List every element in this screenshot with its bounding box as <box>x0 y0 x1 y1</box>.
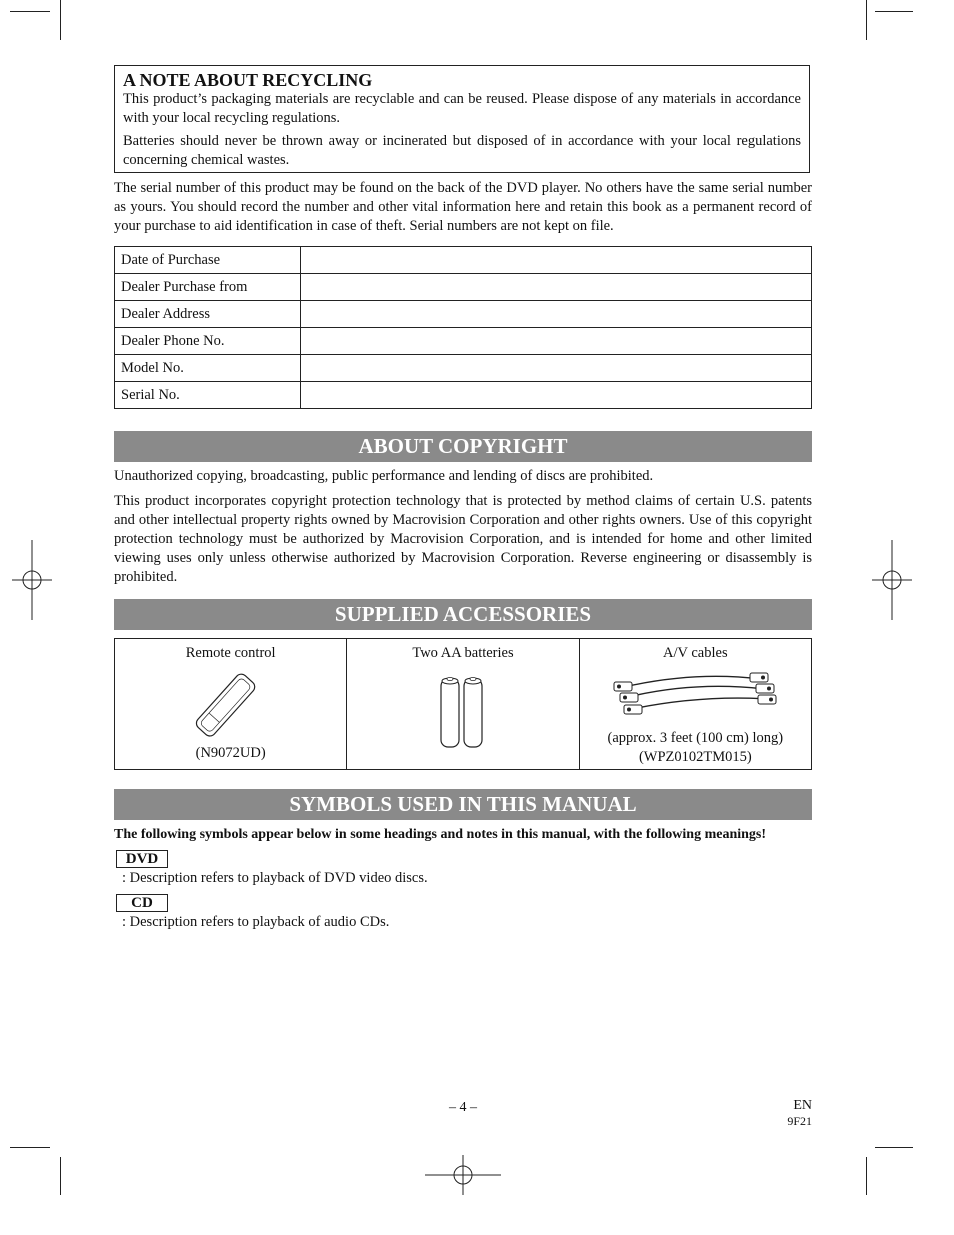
section-heading-copyright: ABOUT COPYRIGHT <box>114 431 812 462</box>
table-row <box>115 328 812 355</box>
symbol-cd: CD <box>116 894 168 912</box>
recycling-note-box <box>114 65 810 173</box>
batteries-icon <box>437 673 489 751</box>
registration-mark-left <box>12 540 52 620</box>
table-row <box>115 274 812 301</box>
entry-cell <box>301 301 812 328</box>
registration-mark-right <box>872 540 912 620</box>
symbol-dvd: DVD <box>116 850 168 868</box>
entry-cell <box>301 355 812 382</box>
crop-mark <box>60 1157 61 1195</box>
symbols-intro: The following symbols appear below in some headings and notes in this manual, with the following meanings! <box>114 827 767 842</box>
section-heading-accessories: SUPPLIED ACCESSORIES <box>114 599 812 630</box>
accessory-remote <box>115 639 347 769</box>
accessory-name: Remote control <box>185 645 276 661</box>
crop-mark <box>866 0 867 40</box>
accessory-code: (WPZ0102TM015) <box>638 749 752 765</box>
remote-control-icon <box>187 667 267 743</box>
entry-cell <box>301 274 812 301</box>
row-label: Dealer Phone No. <box>115 328 301 355</box>
av-cables-icon <box>610 667 780 725</box>
crop-mark <box>875 1147 913 1148</box>
table-row <box>115 355 812 382</box>
crop-mark <box>10 1147 50 1148</box>
crop-mark <box>10 11 50 12</box>
recycling-note-title: A NOTE ABOUT RECYCLING <box>123 70 373 90</box>
crop-mark <box>60 0 61 40</box>
row-label: Date of Purchase <box>115 247 301 274</box>
symbol-description: : Description refers to playback of audio CDs. <box>122 914 390 930</box>
accessory-batteries <box>347 639 579 769</box>
row-label: Model No. <box>115 355 301 382</box>
serial-number-intro: The serial number of this product may be found on the back of the DVD player. No others have the same serial number as yours. You should record the number and other vital information here and retain this book as a permanent record of your purchase to aid identification in case of theft. Serial numbers are not kept on file. <box>114 180 812 234</box>
row-label: Dealer Purchase from <box>115 274 301 301</box>
model-code: 9F21 <box>787 1114 812 1128</box>
accessory-name: A/V cables <box>663 645 728 661</box>
table-row <box>115 382 812 409</box>
entry-cell <box>301 247 812 274</box>
row-label: Serial No. <box>115 382 301 409</box>
section-heading-symbols: SYMBOLS USED IN THIS MANUAL <box>114 789 812 820</box>
table-row <box>115 301 812 328</box>
crop-mark <box>875 11 913 12</box>
crop-mark <box>866 1157 867 1195</box>
symbol-description: : Description refers to playback of DVD video discs. <box>122 870 428 886</box>
copyright-text: This product incorporates copyright protection technology that is protected by method claims of certain U.S. patents and other intellectual property rights owned by Macrovision Corporation and other rights owners. Use of this copyright protection technology must be authorized by Macrovision Corporation, and is intended for home and other limited viewing uses only unless otherwise authorized by Macrovision Corporation. Reverse engineering or disassembly is prohibited. <box>114 493 812 585</box>
accessory-name: Two AA batteries <box>412 645 514 661</box>
table-row <box>115 247 812 274</box>
registration-mark-bottom <box>425 1155 501 1195</box>
accessory-code: (N9072UD) <box>195 745 266 761</box>
recycling-note-text: Batteries should never be thrown away or incinerated but disposed of in accordance with your local regulations concerning chemical wastes. <box>123 133 801 168</box>
copyright-text: Unauthorized copying, broadcasting, public performance and lending of discs are prohibited. <box>114 468 654 484</box>
accessory-note: (approx. 3 feet (100 cm) long) <box>607 730 784 746</box>
accessories-table <box>114 638 812 770</box>
page-number: – 4 – <box>449 1100 477 1115</box>
entry-cell <box>301 382 812 409</box>
accessory-av-cables <box>580 639 811 769</box>
language-code: EN <box>793 1098 812 1113</box>
recycling-note-text: This product’s packaging materials are recyclable and can be reused. Please dispose of any materials in accordance with your local recycling regulations. <box>123 91 801 126</box>
row-label: Dealer Address <box>115 301 301 328</box>
purchase-record-table <box>114 246 812 409</box>
entry-cell <box>301 328 812 355</box>
